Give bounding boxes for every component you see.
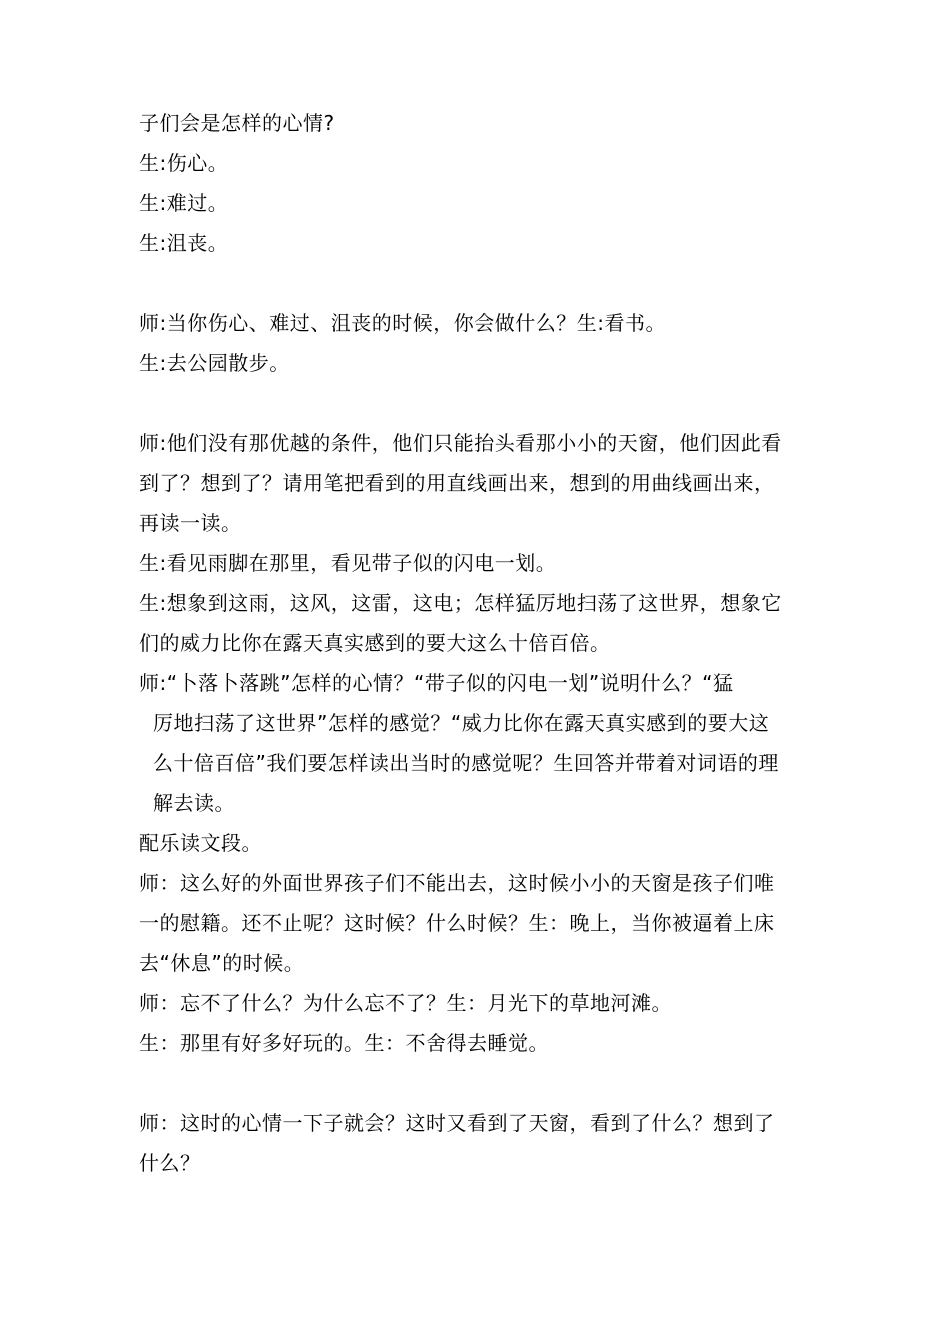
paragraph-gap	[139, 383, 829, 423]
text-line: 子们会是怎样的心情?	[139, 111, 335, 135]
paragraph-gap	[139, 263, 829, 303]
text-line: 师：这么好的外面世界孩子们不能出去，这时候小小的天窗是孩子们唯	[139, 871, 775, 895]
text-line: 生:看见雨脚在那里，看见带子似的闪电一划。	[139, 551, 557, 575]
text-line: 师:当你伤心、难过、沮丧的时候，你会做什么？生:看书。	[139, 311, 666, 335]
text-line: 么十倍百倍”我们要怎样读出当时的感觉呢？生回答并带着对词语的理	[153, 751, 779, 775]
text-line: 生:沮丧。	[139, 231, 229, 255]
text-line: 师：这时的心情一下子就会？这时又看到了天窗，看到了什么？想到了	[139, 1111, 775, 1135]
text-line: 解去读。	[153, 791, 235, 815]
paragraph-gap	[139, 1063, 829, 1103]
text-line: 们的威力比你在露天真实感到的要大这么十倍百倍。	[139, 631, 611, 655]
text-line: 配乐读文段。	[139, 831, 262, 855]
text-line: 师:他们没有那优越的条件，他们只能抬头看那小小的天窗，他们因此看	[139, 431, 782, 455]
text-line: 师：忘不了什么？为什么忘不了？生：月光下的草地河滩。	[139, 991, 672, 1015]
text-line: 生:难过。	[139, 191, 229, 215]
text-line: 生:想象到这雨，这风，这雷，这电；怎样猛厉地扫荡了这世界，想象它	[139, 591, 782, 615]
text-line: 生：那里有好多好玩的。生：不舍得去睡觉。	[139, 1031, 549, 1055]
text-line: 师:“卜落卜落跳”怎样的心情？“带子似的闪电一划”说明什么？“猛	[139, 671, 734, 695]
text-line: 去“休息”的时候。	[139, 951, 305, 975]
text-line: 到了？想到了？请用笔把看到的用直线画出来，想到的用曲线画出来，	[139, 471, 775, 495]
text-line: 再读一读。	[139, 511, 242, 535]
document-page	[139, 103, 829, 1183]
text-line: 生:伤心。	[139, 151, 229, 175]
text-line: 什么？	[139, 1151, 201, 1175]
text-line: 一的慰籍。还不止呢？这时候？什么时候？生：晚上，当你被逼着上床	[139, 911, 775, 935]
text-line: 生:去公园散步。	[139, 351, 290, 375]
text-line: 厉地扫荡了这世界”怎样的感觉？“威力比你在露天真实感到的要大这	[153, 711, 770, 735]
